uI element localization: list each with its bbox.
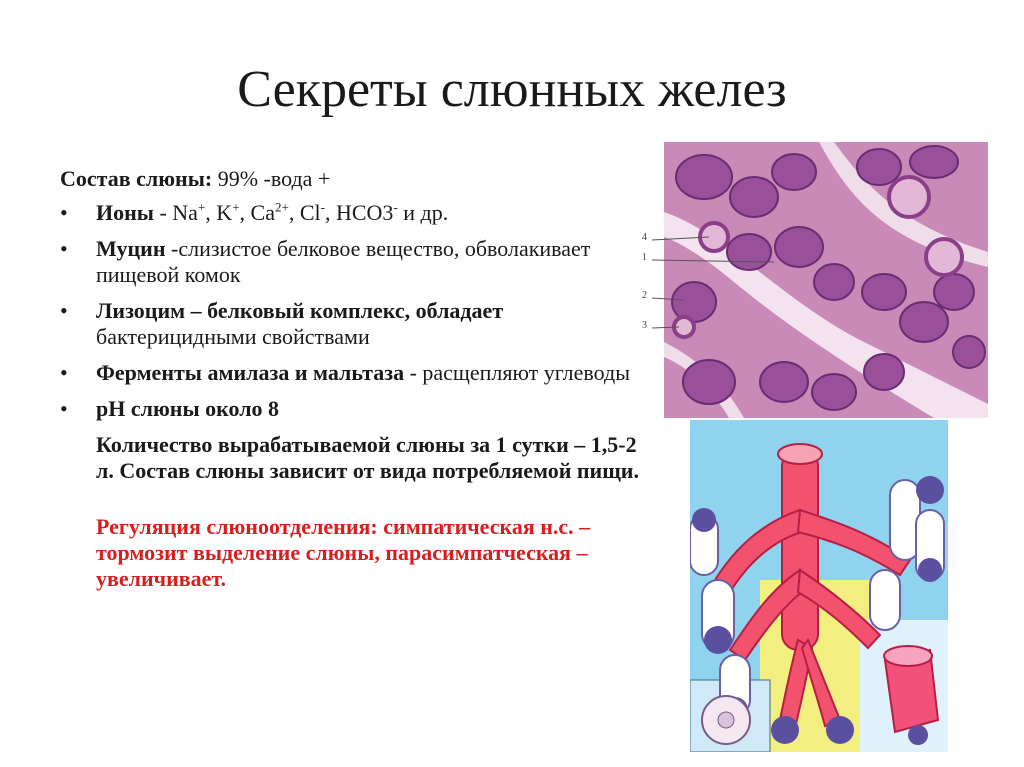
ion-ca: , Ca: [239, 200, 275, 225]
ion-ca-charge: 2+: [274, 199, 289, 215]
slide-content: [60, 166, 655, 592]
bullet-marker: •: [60, 360, 68, 385]
list-item-mucin: [60, 236, 655, 288]
micrograph-image: [634, 142, 988, 418]
micrograph-label-1: 1: [642, 252, 647, 263]
bullet-list: [60, 200, 655, 422]
salivary-gland-micrograph: [634, 142, 988, 418]
list-item-ions: [60, 200, 655, 226]
bullet-marker: •: [60, 298, 68, 323]
ph-text: pH слюны около 8: [96, 396, 280, 421]
ions-end: и др.: [397, 200, 449, 225]
list-item-enzymes: [60, 360, 655, 386]
bullet-marker: •: [60, 200, 68, 225]
bullet-marker: •: [60, 236, 68, 261]
saliva-composition: [60, 166, 655, 192]
ion-hco3-charge: -: [393, 199, 398, 215]
diagram-image: [690, 420, 948, 752]
micrograph-label-3: 3: [642, 320, 647, 331]
bullet-marker: •: [60, 396, 68, 421]
ion-na-charge: +: [197, 199, 206, 215]
lysozyme-text: бактерицидными свойствами: [96, 324, 370, 349]
ion-k: , K: [205, 200, 233, 225]
ion-hco3: , HCO3: [324, 200, 394, 225]
enzymes-label: Ферменты амилаза и мальтаза: [96, 360, 405, 385]
ions-separator: -: [153, 200, 173, 225]
micrograph-label-4: 4: [642, 232, 647, 243]
ion-cl: , Cl: [288, 200, 321, 225]
saliva-amount-text: Количество вырабатываемой слюны за 1 сутки – 1,5-2 л. Состав слюны зависит от вида потребляемой пищи.: [96, 432, 639, 483]
ions-label: Ионы: [96, 200, 154, 225]
mucin-text: -слизистое белковое вещество, обволакивает пищевой комок: [96, 236, 591, 287]
acinus-cross-section: [702, 696, 750, 744]
list-item-ph: [60, 396, 655, 422]
composition-label: Состав слюны:: [60, 166, 213, 191]
enzymes-text: - расщепляют углеводы: [404, 360, 630, 385]
ion-k-charge: +: [232, 199, 240, 215]
lysozyme-label: Лизоцим – белковый комплекс, обладает: [96, 298, 504, 323]
composition-text: 99% -вода +: [212, 166, 331, 191]
ion-na: Na: [172, 200, 198, 225]
mucin-label: Муцин: [96, 236, 166, 261]
micrograph-label-2: 2: [642, 290, 647, 301]
salivary-gland-diagram: [690, 420, 948, 752]
ion-cl-charge: -: [320, 199, 325, 215]
list-item-lysozyme: [60, 298, 655, 350]
regulation-text: Регуляция слюноотделения: симпатическая н.с. – тормозит выделение слюны, парасимпатческая – увеличивает.: [96, 514, 591, 591]
duct-opening: [778, 444, 822, 464]
slide-title: Секреты слюнных желез: [237, 61, 787, 118]
